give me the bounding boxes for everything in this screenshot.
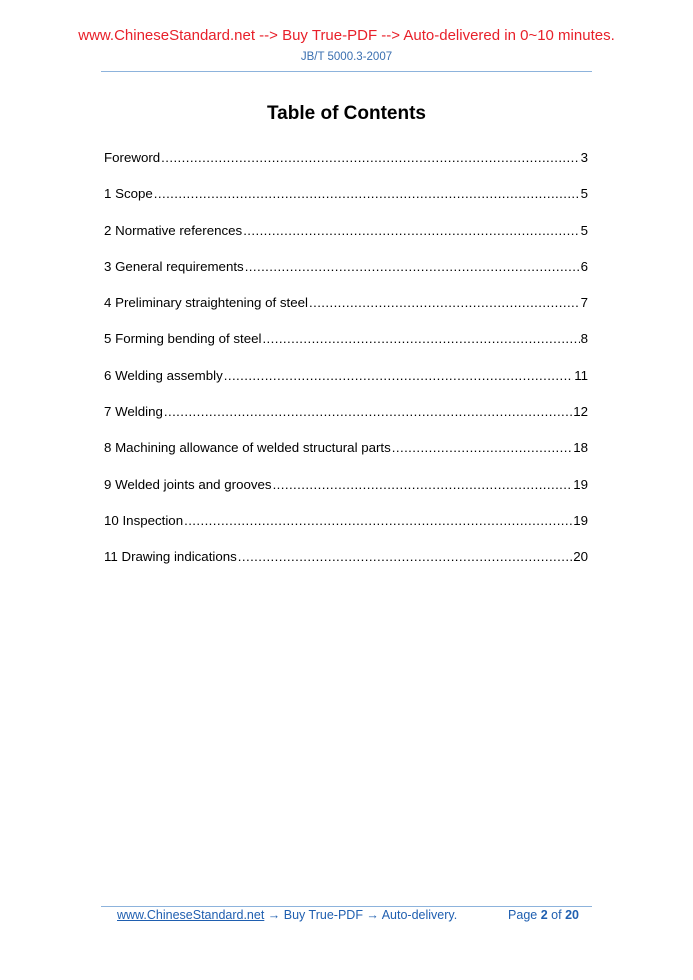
toc-entry[interactable]: [104, 331, 588, 367]
header-divider: [101, 71, 592, 72]
toc-entry-page: 5: [580, 186, 588, 202]
toc-list: [104, 150, 588, 586]
toc-entry[interactable]: [104, 186, 588, 222]
toc-entry-label: 4 Preliminary straightening of steel: [104, 295, 308, 311]
toc-entry-label: 5 Forming bending of steel: [104, 331, 262, 347]
toc-entry-label: 8 Machining allowance of welded structural parts: [104, 440, 391, 456]
dot-leader: [392, 440, 572, 456]
toc-entry-page: 8: [580, 331, 588, 347]
current-page-number: 2: [540, 908, 548, 922]
toc-entry-label: 6 Welding assembly: [104, 367, 223, 383]
toc-entry[interactable]: [104, 150, 588, 186]
toc-entry-page: 7: [580, 295, 588, 311]
toc-entry-page: 19: [573, 512, 588, 528]
page-label: Page: [508, 908, 538, 922]
toc-entry-page: 20: [573, 549, 588, 565]
dot-leader: [238, 549, 572, 565]
page-counter: [508, 907, 579, 923]
toc-entry[interactable]: [104, 440, 588, 476]
of-label: of: [551, 908, 562, 922]
dot-leader: [154, 186, 580, 202]
dot-leader: [161, 150, 579, 166]
toc-entry[interactable]: [104, 259, 588, 295]
standard-code: JB/T 5000.3-2007: [300, 51, 393, 63]
toc-entry[interactable]: [104, 477, 588, 513]
dot-leader: [273, 477, 573, 493]
page-footer: [117, 907, 587, 923]
toc-entry[interactable]: [104, 404, 588, 440]
dot-leader: [224, 368, 573, 384]
footer-tagline: → Buy True-PDF → Auto-delivery.: [267, 908, 458, 922]
dot-leader: [309, 295, 580, 311]
toc-entry-label: 11 Drawing indications: [104, 549, 237, 565]
toc-entry-page: 18: [573, 440, 588, 456]
toc-entry[interactable]: [104, 223, 588, 259]
dot-leader: [245, 259, 580, 275]
footer-site-link[interactable]: www.ChineseStandard.net: [117, 908, 265, 922]
page-title: Table of Contents: [266, 103, 427, 124]
toc-entry-label: Foreword: [104, 150, 161, 165]
toc-entry[interactable]: [104, 513, 588, 549]
total-pages-number: 20: [565, 908, 579, 922]
dot-leader: [262, 331, 579, 347]
header-banner[interactable]: www.ChineseStandard.net --> Buy True-PDF --> Auto-delivered in 0~10 minutes.: [78, 27, 615, 44]
toc-entry[interactable]: [104, 368, 588, 404]
toc-entry-page: 3: [580, 150, 588, 165]
toc-entry-page: 5: [580, 222, 588, 238]
toc-entry-label: 10 Inspection: [104, 512, 184, 528]
dot-leader: [243, 223, 579, 239]
toc-entry-label: 2 Normative references: [104, 222, 243, 238]
toc-entry-page: 19: [573, 476, 588, 492]
toc-entry-page: 12: [573, 404, 588, 420]
toc-entry-page: 6: [580, 258, 588, 274]
toc-entry[interactable]: [104, 295, 588, 331]
toc-entry-label: 9 Welded joints and grooves: [104, 476, 272, 492]
toc-entry-label: 1 Scope: [104, 186, 153, 202]
toc-entry-label: 7 Welding: [104, 404, 163, 420]
toc-entry-page: 11: [574, 367, 588, 383]
toc-entry-label: 3 General requirements: [104, 258, 244, 274]
dot-leader: [164, 404, 572, 420]
dot-leader: [184, 513, 572, 529]
toc-entry[interactable]: [104, 549, 588, 585]
